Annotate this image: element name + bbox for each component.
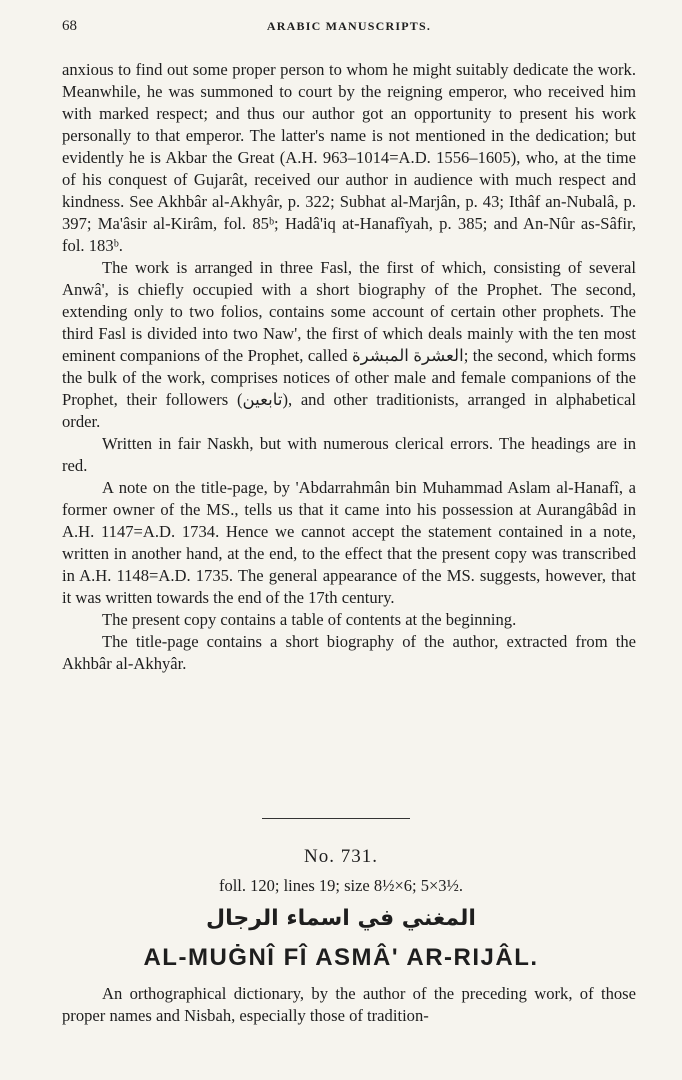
running-head: ARABIC MANUSCRIPTS. <box>266 19 432 33</box>
section-divider <box>262 818 410 819</box>
page-number: 68 <box>62 18 77 34</box>
paragraph-title-page-note: A note on the title-page, by 'Abdarrahmân bin Muhammad Aslam al-Hanafî, a former owner of the MS., tells us that it came into his possession at Aurangâbâd in A.H. 1147=A.D. 1734. Hence we cannot accept the statement contained in a note, written in another hand, at the end, to the effect that the present copy was transcribed in A.H. 1148=A.D. 1735. The general appearance of the MS. suggests, however, that it was written towards the end of the 17th century. <box>62 478 636 607</box>
entry-collation: foll. 120; lines 19; size 8½×6; 5×3½. <box>218 876 464 895</box>
paragraph-arrangement: The work is arranged in three Fasl, the first of which, consisting of several Anwâ', is chiefly occupied with a short biography of the Prophet. The second, extending only to two folios, contains some account of certain other prophets. The third Fasl is divided into two Naw', the first of which deals mainly with the ten most eminent companions of the Prophet, called العشرة المبشرة; the second, which forms the bulk of the work, comprises notices of other male and female companions of the Prophet, their followers (تابعين), and other traditionists, arranged in alphabetical order. <box>62 258 636 431</box>
entry-arabic-title: المغني في اسماء الرجال <box>206 906 476 931</box>
entry-title: AL-MUĠNÎ FÎ ASMÂ' AR-RIJÂL. <box>143 944 539 971</box>
entry-number: No. 731. <box>304 846 378 867</box>
body-text <box>62 59 636 675</box>
paragraph-biography: The title-page contains a short biography of the author, extracted from the Akhbâr al-Akhyâr. <box>62 632 636 673</box>
entry-description: An orthographical dictionary, by the author of the preceding work, of those proper names and Nisbah, especially those of tradition- <box>62 984 636 1025</box>
paragraph-contents: The present copy contains a table of contents at the beginning. <box>102 610 517 629</box>
paragraph-script: Written in fair Naskh, but with numerous clerical errors. The headings are in red. <box>62 434 636 475</box>
page-header <box>62 18 636 38</box>
paragraph-continuation: anxious to find out some proper person to whom he might suitably dedicate the work. Meanwhile, he was summoned to court by the reigning emperor, who received him with marked respect; and thus our author got an opportunity to present his work personally to that emperor. The latter's name is not mentioned in the dedication; but evidently he is Akbar the Great (A.H. 963–1014=A.D. 1556–1605), who, at the time of his conquest of Gujarât, received our author in audience with much respect and kindness. See Akhbâr al-Akhyâr, p. 322; Subhat al-Marjân, p. 43; Ithâf an-Nubalâ, p. 397; Ma'âsir al-Kirâm, fol. 85ᵇ; Hadâ'iq at-Hanafîyah, p. 385; and An-Nûr as-Sâfir, fol. 183ᵇ. <box>62 60 636 255</box>
